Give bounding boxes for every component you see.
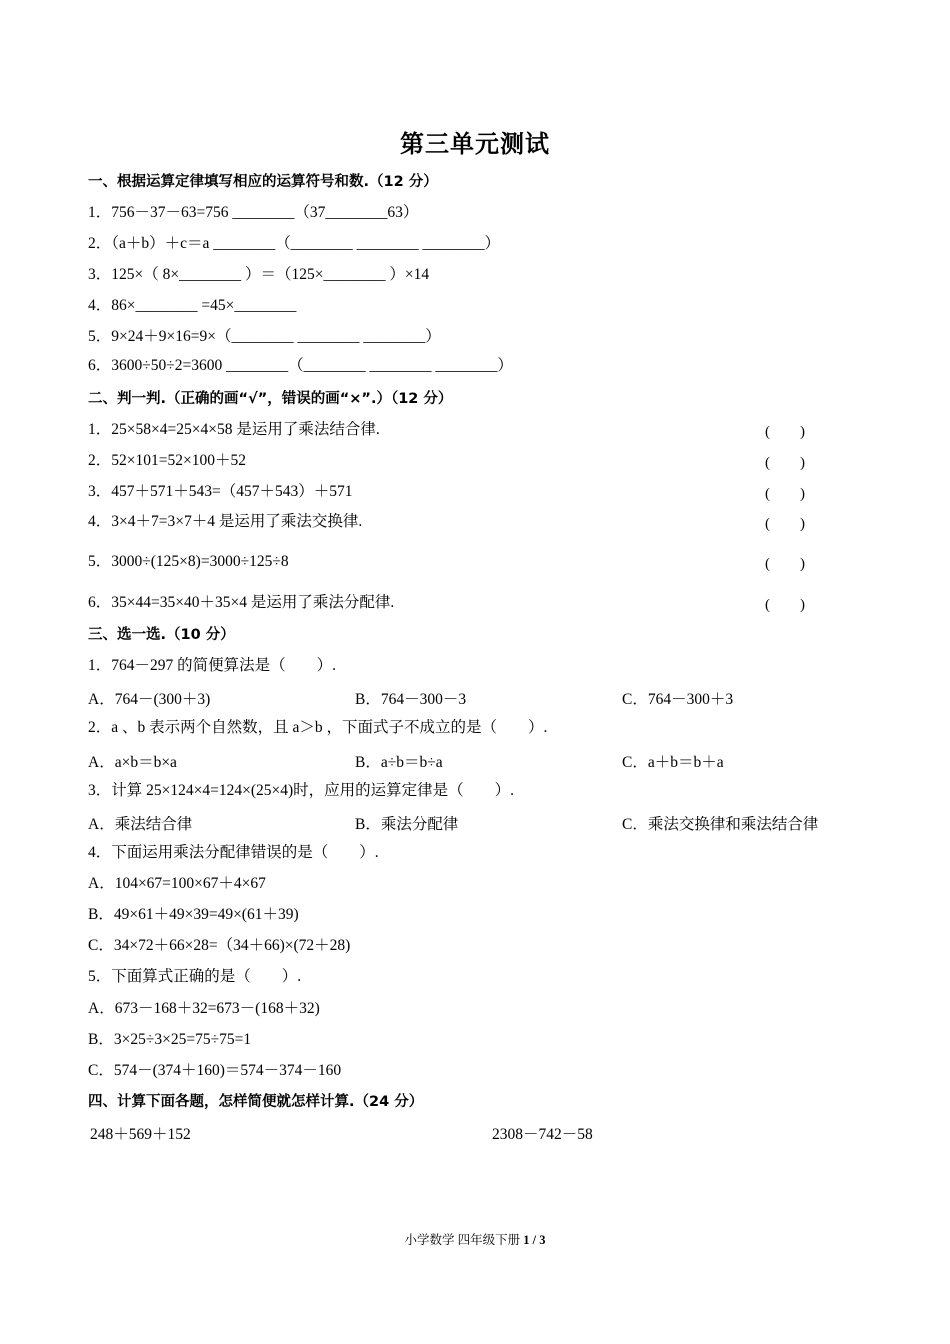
- section-2-heading: 二、判一判.（正确的画“√”，错误的画“×”.）（12 分）: [88, 391, 453, 407]
- page-footer: [0, 1230, 950, 1248]
- s1-item-5: 5．9×24＋9×16=9×（________ ________ ________）: [88, 328, 441, 345]
- s2-item-5: 5．3000÷(125×8)=3000÷125÷8: [88, 553, 289, 570]
- s2-answer-paren-6: ( ): [765, 597, 805, 613]
- s2-answer-paren-2: ( ): [765, 455, 805, 471]
- s3-q5-option-b: B．3×25÷3×25=75÷75=1: [88, 1031, 252, 1048]
- s3-q3-option-c: C．乘法交换律和乘法结合律: [622, 816, 819, 833]
- s3-q2-option-a: A．a×b＝b×a: [88, 754, 177, 771]
- s1-item-1: 1．756－37－63=756 ________（37________63）: [88, 204, 419, 221]
- s1-item-2: 2．（a＋b）＋c＝a ________（________ ________ ________）: [88, 235, 501, 252]
- s4-expression-2: 2308－742－58: [492, 1126, 593, 1143]
- s3-q4-option-c: C．34×72＋66×28=（34＋66)×(72＋28): [88, 937, 351, 954]
- section-4-heading: 四、计算下面各题，怎样简便就怎样计算.（24 分）: [88, 1094, 424, 1110]
- page-title: 第三单元测试: [400, 130, 550, 158]
- s3-q1-option-b: B．764－300－3: [355, 691, 467, 708]
- s2-item-1: 1．25×58×4=25×4×58 是运用了乘法结合律.: [88, 421, 380, 438]
- s3-q2-stem: 2．a 、b 表示两个自然数，且 a＞b ，下面式子不成立的是（ ）.: [88, 719, 548, 736]
- s2-answer-paren-4: ( ): [765, 516, 805, 532]
- s2-answer-paren-5: ( ): [765, 556, 805, 572]
- s3-q2-option-b: B．a÷b＝b÷a: [355, 754, 443, 771]
- s2-answer-paren-1: ( ): [765, 424, 805, 440]
- s3-q1-option-a: A．764－(300＋3): [88, 691, 211, 708]
- s3-q5-option-c: C．574－(374＋160)＝574－374－160: [88, 1062, 342, 1079]
- footer-page-number: 1 / 3: [523, 1233, 546, 1247]
- s3-q3-option-a: A．乘法结合律: [88, 816, 193, 833]
- s2-item-2: 2．52×101=52×100＋52: [88, 452, 246, 469]
- s2-answer-paren-3: ( ): [765, 486, 805, 502]
- s3-q4-stem: 4．下面运用乘法分配律错误的是（ ）.: [88, 844, 379, 861]
- section-3-heading: 三、选一选.（10 分）: [88, 627, 235, 643]
- s3-q3-option-b: B．乘法分配律: [355, 816, 459, 833]
- s2-item-6: 6．35×44=35×40＋35×4 是运用了乘法分配律.: [88, 594, 395, 611]
- s3-q3-stem: 3．计算 25×124×4=124×(25×4)时，应用的运算定律是（ ）.: [88, 782, 515, 799]
- s1-item-6: 6．3600÷50÷2=3600 ________（________ ________ ________）: [88, 357, 513, 374]
- s4-expression-1: 248＋569＋152: [90, 1126, 191, 1143]
- s3-q5-stem: 5．下面算式正确的是（ ）.: [88, 968, 302, 985]
- footer-subject: 小学数学 四年级下册: [404, 1233, 521, 1247]
- s3-q1-option-c: C．764－300＋3: [622, 691, 734, 708]
- s1-item-3: 3．125×（ 8×________ ）＝（125×________ ）×14: [88, 266, 430, 283]
- s1-item-4: 4．86×________ =45×________: [88, 297, 297, 314]
- s2-item-3: 3．457＋571＋543=（457＋543）＋571: [88, 483, 353, 500]
- s3-q1-stem: 1．764－297 的简便算法是（ ）.: [88, 657, 337, 674]
- s3-q5-option-a: A．673－168＋32=673－(168＋32): [88, 1000, 320, 1017]
- s3-q4-option-a: A．104×67=100×67＋4×67: [88, 875, 266, 892]
- s3-q2-option-c: C．a＋b＝b＋a: [622, 754, 724, 771]
- s2-item-4: 4．3×4＋7=3×7＋4 是运用了乘法交换律.: [88, 513, 363, 530]
- section-1-heading: 一、根据运算定律填写相应的运算符号和数.（12 分）: [88, 174, 438, 190]
- s3-q4-option-b: B．49×61＋49×39=49×(61＋39): [88, 906, 299, 923]
